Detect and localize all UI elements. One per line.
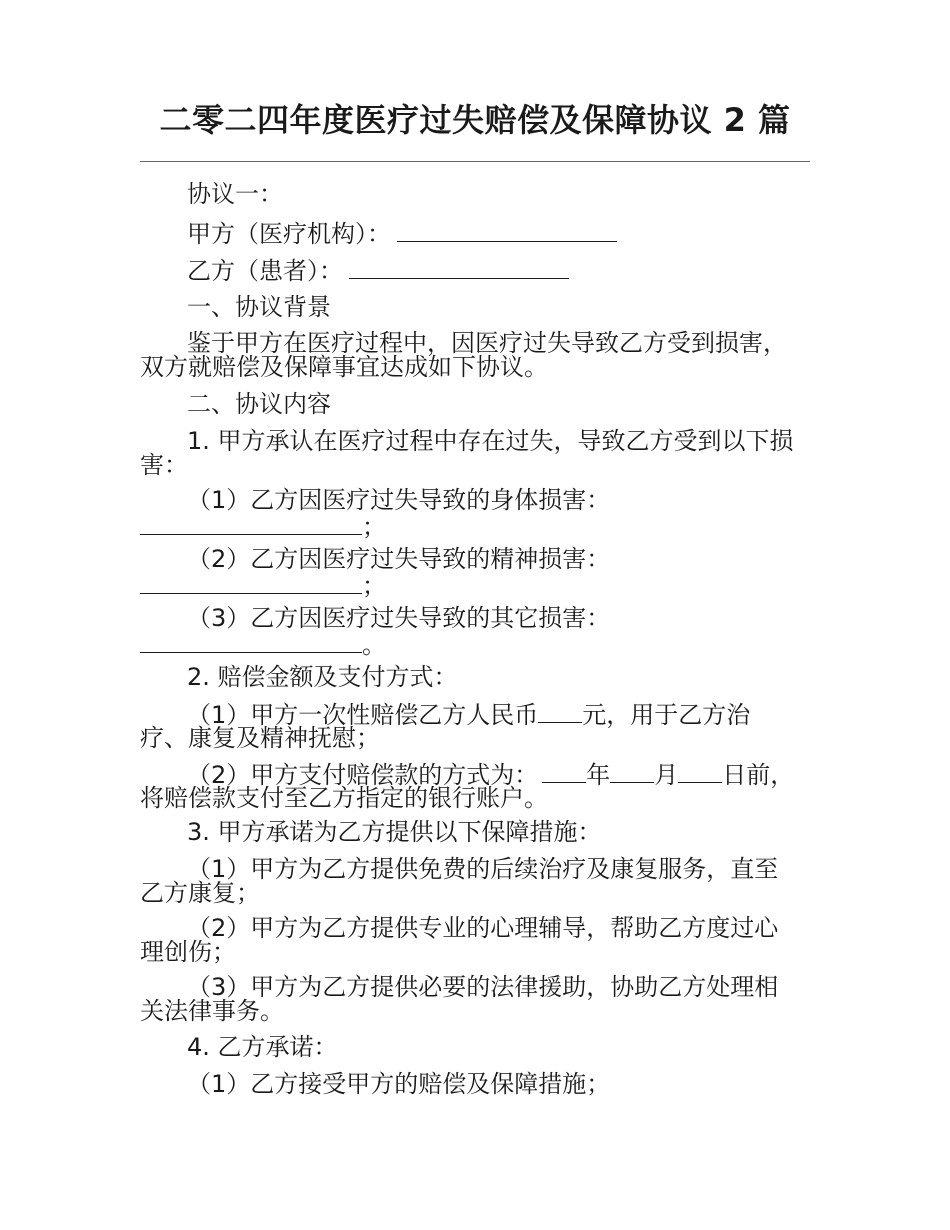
guarantee-1-line-1: （1）甲方为乙方提供免费的后续治疗及康复服务，直至	[187, 855, 779, 883]
payment-month-blank	[610, 760, 654, 783]
agreement-label: 协议一：	[187, 180, 283, 208]
clause-4: 4. 乙方承诺：	[187, 1033, 338, 1061]
guarantee-2-line-2: 理创伤；	[140, 938, 236, 966]
day-label: 日前，	[722, 761, 795, 789]
clause-1-line-1: 1. 甲方承认在医疗过程中存在过失，导致乙方受到以下损	[187, 427, 794, 455]
section-heading-background: 一、协议背景	[187, 293, 331, 321]
payment-1-suffix: 元，用于乙方治	[582, 701, 751, 729]
damage-mental-label: （2）乙方因医疗过失导致的精神损害：	[187, 545, 611, 573]
month-label: 月	[654, 761, 679, 789]
party-a-label: 甲方（医疗机构）：	[187, 220, 391, 248]
background-line-1: 鉴于甲方在医疗过程中，因医疗过失导致乙方受到损害，	[187, 329, 787, 357]
damage-mental-blank	[140, 571, 362, 594]
clause-1-line-2: 害：	[140, 451, 188, 479]
party-a-line	[187, 219, 617, 248]
year-label: 年	[586, 761, 611, 789]
title-underline	[140, 161, 810, 162]
guarantee-3-line-1: （3）甲方为乙方提供必要的法律援助，协助乙方处理相	[187, 973, 779, 1001]
clause-3: 3. 甲方承诺为乙方提供以下保障措施：	[187, 818, 602, 846]
document-title: 二零二四年度医疗过失赔偿及保障协议 2 篇	[159, 101, 791, 139]
damage-mental-end: ；	[362, 572, 386, 600]
payment-day-blank	[678, 760, 722, 783]
payment-2-prefix: （2）甲方支付赔偿款的方式为：	[187, 761, 539, 789]
damage-body-label: （1）乙方因医疗过失导致的身体损害：	[187, 486, 611, 514]
guarantee-3-line-2: 关法律事务。	[140, 997, 284, 1025]
guarantee-1-line-2: 乙方康复；	[140, 879, 260, 907]
guarantee-2-line-1: （2）甲方为乙方提供专业的心理辅导，帮助乙方度过心	[187, 914, 779, 942]
damage-body-line	[140, 512, 386, 541]
payment-amount-blank	[538, 700, 582, 723]
section-heading-content: 二、协议内容	[187, 390, 331, 418]
party-b-line	[187, 256, 569, 285]
damage-mental-line	[140, 571, 386, 600]
damage-other-end: 。	[362, 631, 386, 659]
party-b-blank	[349, 256, 569, 279]
damage-body-end: ；	[362, 513, 386, 541]
payment-2-line-2: 将赔偿款支付至乙方指定的银行账户。	[140, 784, 548, 812]
damage-other-line	[140, 630, 386, 659]
clause-2: 2. 赔偿金额及支付方式：	[187, 663, 458, 691]
damage-other-label: （3）乙方因医疗过失导致的其它损害：	[187, 604, 611, 632]
damage-body-blank	[140, 512, 362, 535]
damage-other-blank	[140, 630, 362, 653]
background-line-2: 双方就赔偿及保障事宜达成如下协议。	[140, 353, 548, 381]
party-a-blank	[397, 219, 617, 242]
party-b-label: 乙方（患者）：	[187, 257, 343, 285]
payment-1-prefix: （1）甲方一次性赔偿乙方人民币	[187, 701, 539, 729]
payment-1-line-2: 疗、康复及精神抚慰；	[140, 724, 380, 752]
payment-year-blank	[542, 760, 586, 783]
commitment-1: （1）乙方接受甲方的赔偿及保障措施；	[187, 1070, 611, 1098]
